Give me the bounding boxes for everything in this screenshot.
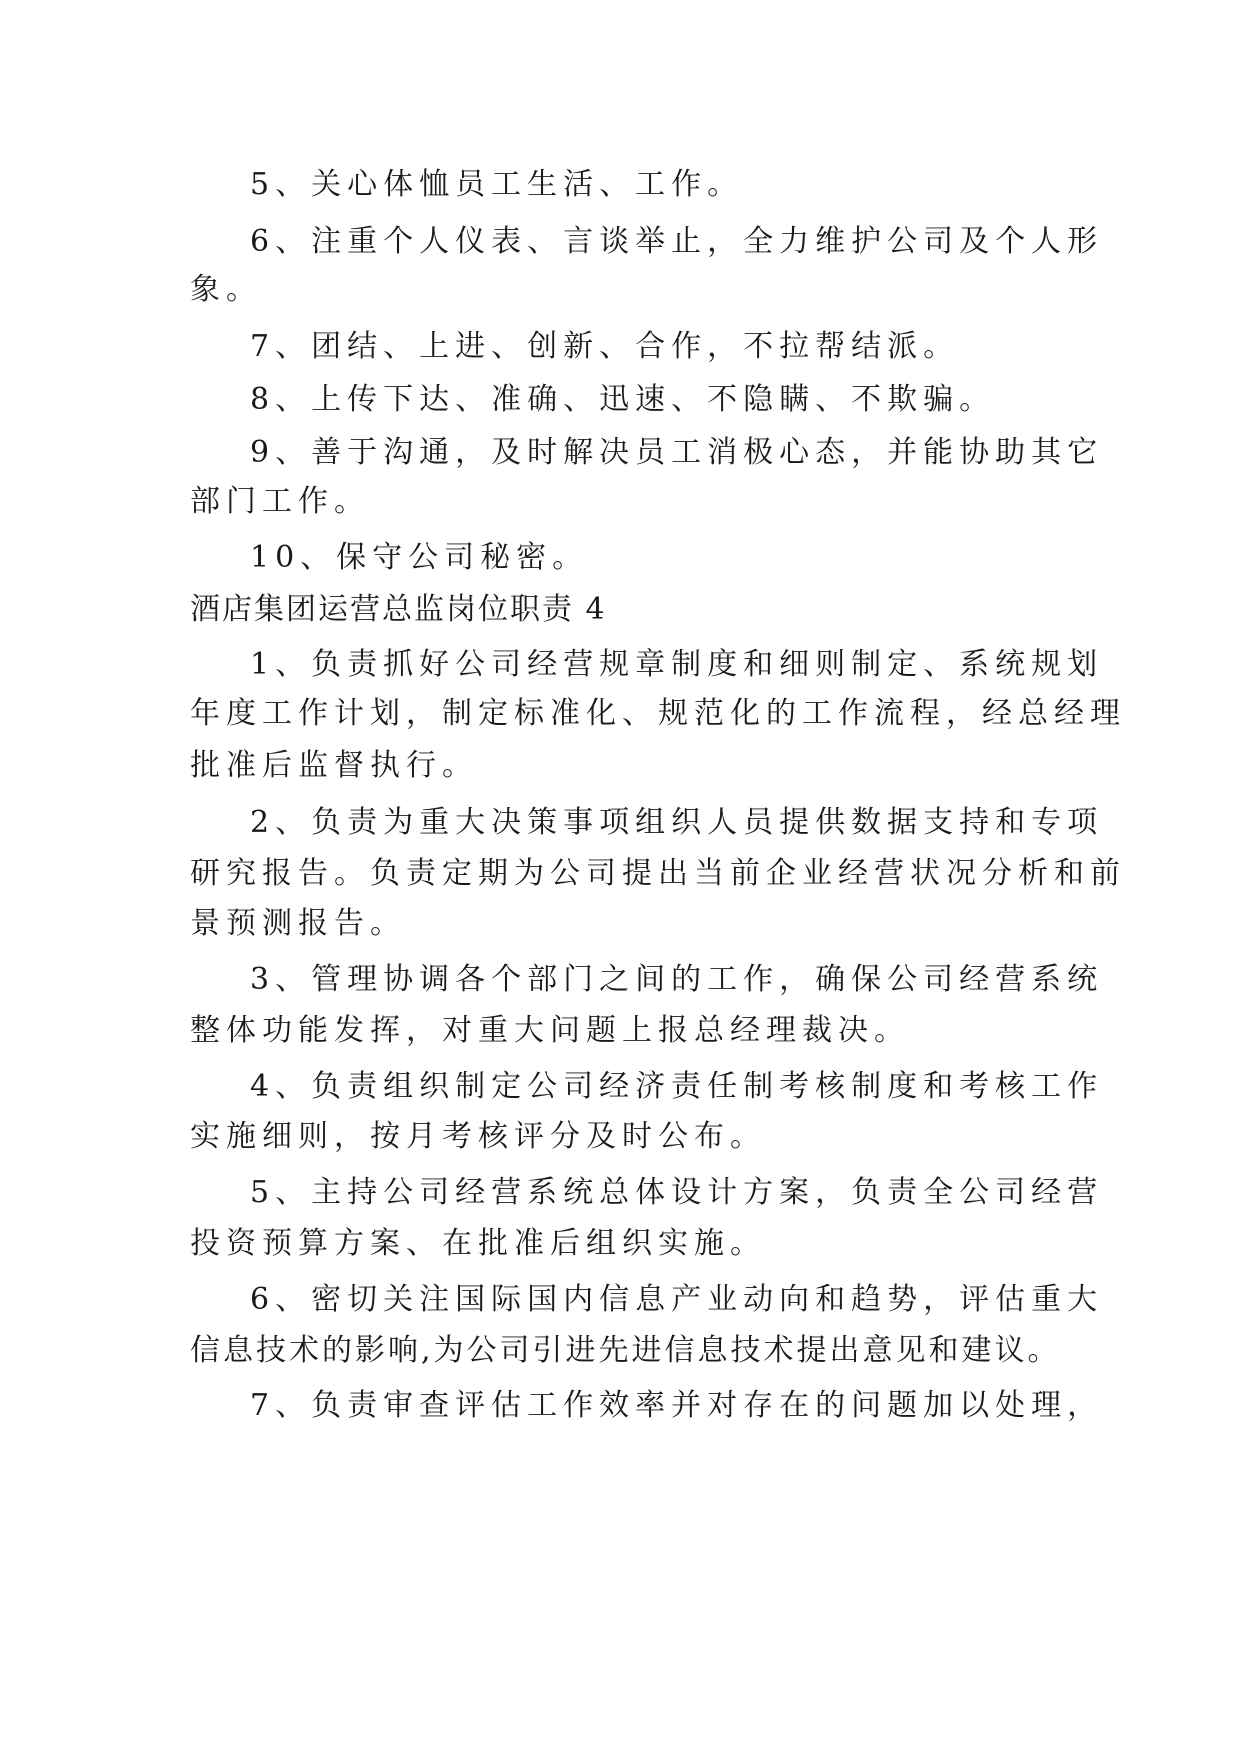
text-line-duty4-cont: 实施细则，按月考核评分及时公布。 — [190, 1119, 766, 1154]
text-line-duty7: 7、负责审查评估工作效率并对存在的问题加以处理， — [250, 1388, 1104, 1423]
text-line-duty2: 2、负责为重大决策事项组织人员提供数据支持和专项 — [250, 805, 1104, 840]
text-line-item10: 10、保守公司秘密。 — [250, 540, 589, 575]
text-line-item7: 7、团结、上进、创新、合作，不拉帮结派。 — [250, 329, 960, 364]
text-line-duty3-cont: 整体功能发挥，对重大问题上报总经理裁决。 — [190, 1013, 910, 1048]
text-line-item5: 5、关心体恤员工生活、工作。 — [250, 167, 744, 202]
text-line-item9-cont: 部门工作。 — [190, 484, 370, 519]
text-line-duty1-cont1: 年度工作计划，制定标准化、规范化的工作流程，经总经理 — [190, 696, 1126, 731]
text-line-duty1: 1、负责抓好公司经营规章制度和细则制定、系统规划 — [250, 647, 1104, 682]
text-line-duty2-cont2: 景预测报告。 — [190, 906, 406, 941]
text-line-item9: 9、善于沟通，及时解决员工消极心态，并能协助其它 — [250, 435, 1104, 470]
text-line-duty2-cont1: 研究报告。负责定期为公司提出当前企业经营状况分析和前 — [190, 856, 1126, 891]
text-line-duty3: 3、管理协调各个部门之间的工作，确保公司经营系统 — [250, 962, 1104, 997]
text-line-duty6: 6、密切关注国际国内信息产业动向和趋势，评估重大 — [250, 1282, 1104, 1317]
text-line-duty6-cont: 信息技术的影响,为公司引进先进信息技术提出意见和建议。 — [190, 1333, 1061, 1368]
text-line-duty5-cont: 投资预算方案、在批准后组织实施。 — [190, 1226, 766, 1261]
text-line-item6: 6、注重个人仪表、言谈举止，全力维护公司及个人形 — [250, 224, 1104, 259]
text-line-item8: 8、上传下达、准确、迅速、不隐瞒、不欺骗。 — [250, 382, 996, 417]
text-line-duty4: 4、负责组织制定公司经济责任制考核制度和考核工作 — [250, 1069, 1104, 1104]
text-line-duty1-cont2: 批准后监督执行。 — [190, 748, 478, 783]
text-line-item6-cont: 象。 — [190, 272, 262, 307]
text-line-duty5: 5、主持公司经营系统总体设计方案，负责全公司经营 — [250, 1175, 1104, 1210]
section-heading: 酒店集团运营总监岗位职责 4 — [190, 592, 607, 627]
